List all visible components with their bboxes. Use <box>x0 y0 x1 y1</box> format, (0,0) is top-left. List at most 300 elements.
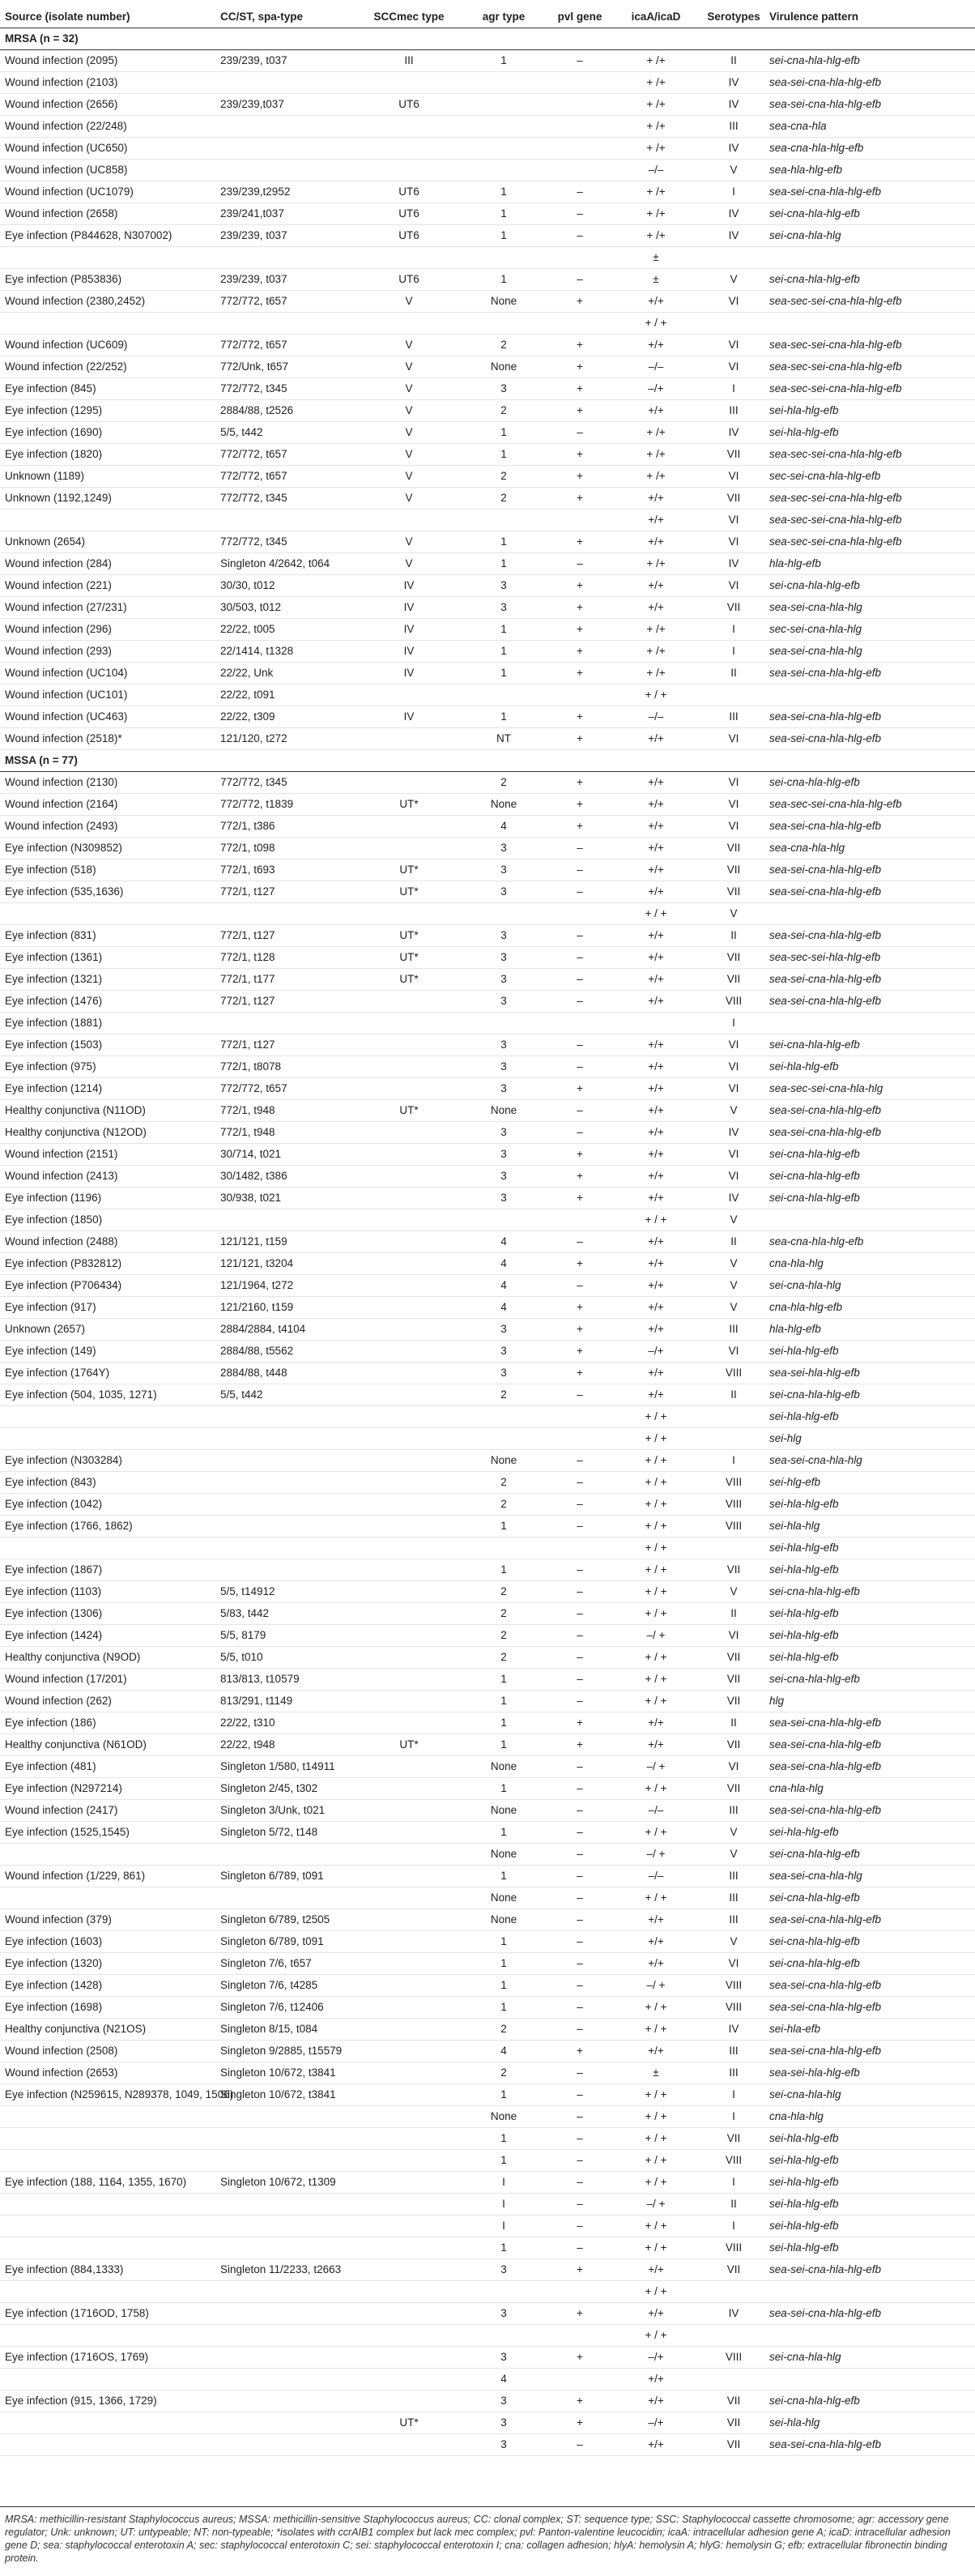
cell-source <box>0 2325 220 2347</box>
cell-ica: + / + <box>614 1428 698 1450</box>
cell-sccmec: UT6 <box>356 94 462 116</box>
cell-sccmec: UT6 <box>356 225 462 247</box>
cell-pvl <box>546 160 614 181</box>
cell-source: Wound infection (262) <box>0 1691 220 1712</box>
cell-cc-st-spa <box>220 2150 356 2172</box>
cell-sccmec <box>356 772 462 794</box>
cell-serotype: VII <box>698 1691 769 1712</box>
cell-pvl: – <box>546 947 614 969</box>
cell-cc-st-spa <box>220 160 356 181</box>
cell-pvl: – <box>546 1231 614 1253</box>
table-row <box>0 160 975 181</box>
cell-serotype: II <box>698 1603 769 1625</box>
cell-ica: +/+ <box>614 1734 698 1756</box>
table-row <box>0 947 975 969</box>
cell-cc-st-spa: 772/772, t1839 <box>220 794 356 816</box>
cell-virulence: hla-hlg-efb <box>769 553 975 575</box>
cell-agr: 3 <box>462 838 546 859</box>
cell-pvl: – <box>546 2434 614 2456</box>
cell-source: Wound infection (2658) <box>0 203 220 225</box>
cell-agr: 1 <box>462 619 546 641</box>
cell-source: Eye infection (N297214) <box>0 1778 220 1800</box>
cell-agr: 3 <box>462 881 546 903</box>
cell-pvl <box>546 94 614 116</box>
cell-agr: None <box>462 291 546 313</box>
cell-ica: +/+ <box>614 1188 698 1209</box>
cell-sccmec: UT6 <box>356 269 462 291</box>
cell-serotype: VII <box>698 1647 769 1669</box>
cell-source: Eye infection (1603) <box>0 1931 220 1953</box>
cell-pvl <box>546 685 614 706</box>
cell-serotype: II <box>698 663 769 685</box>
table-row <box>0 116 975 138</box>
cell-virulence: sei-cna-hla-hlg-efb <box>769 575 975 597</box>
cell-ica: +/+ <box>614 794 698 816</box>
cell-sccmec <box>356 1341 462 1363</box>
cell-virulence: sea-sei-cna-hla-hlg-efb <box>769 1712 975 1734</box>
cell-ica: + / + <box>614 1822 698 1844</box>
cell-agr: I <box>462 2172 546 2194</box>
cell-cc-st-spa: 2884/88, t448 <box>220 1363 356 1384</box>
cell-virulence: sea-sei-cna-hla-hlg-efb <box>769 1800 975 1822</box>
cell-agr: 3 <box>462 925 546 947</box>
cell-virulence <box>769 313 975 335</box>
cell-virulence: sei-cna-hla-hlg-efb <box>769 1931 975 1953</box>
cell-agr: 3 <box>462 1122 546 1144</box>
cell-ica: +/+ <box>614 1034 698 1056</box>
cell-pvl: + <box>546 1363 614 1384</box>
cell-cc-st-spa: 772/1, t948 <box>220 1122 356 1144</box>
cell-sccmec <box>356 1297 462 1319</box>
cell-cc-st-spa: 239/239, t037 <box>220 225 356 247</box>
cell-ica: +/+ <box>614 510 698 531</box>
cell-sccmec: III <box>356 50 462 72</box>
cell-agr: 2 <box>462 1581 546 1603</box>
cell-ica: +/+ <box>614 1253 698 1275</box>
cell-ica: +/+ <box>614 1275 698 1297</box>
cell-cc-st-spa <box>220 2194 356 2216</box>
cell-agr: None <box>462 356 546 378</box>
cell-cc-st-spa: 22/22, t310 <box>220 1712 356 1734</box>
cell-cc-st-spa <box>220 2325 356 2347</box>
cell-virulence: sea-sec-sei-cna-hla-hlg-efb <box>769 444 975 466</box>
cell-cc-st-spa: Singleton 7/6, t12406 <box>220 1997 356 2019</box>
cell-agr: 3 <box>462 1056 546 1078</box>
cell-pvl: – <box>546 1275 614 1297</box>
cell-serotype: VIII <box>698 991 769 1013</box>
cell-ica: +/+ <box>614 531 698 553</box>
cell-sccmec <box>356 1472 462 1494</box>
cell-serotype: VII <box>698 2412 769 2434</box>
table-row <box>0 531 975 553</box>
cell-cc-st-spa: Singleton 10/672, t3841 <box>220 2062 356 2084</box>
cell-virulence: hlg <box>769 1691 975 1712</box>
cell-cc-st-spa: 813/291, t1149 <box>220 1691 356 1712</box>
cell-cc-st-spa <box>220 2303 356 2325</box>
cell-source <box>0 2128 220 2150</box>
cell-pvl: + <box>546 1712 614 1734</box>
cell-serotype: VII <box>698 1734 769 1756</box>
cell-pvl: – <box>546 925 614 947</box>
cell-serotype <box>698 1406 769 1428</box>
table-row <box>0 1056 975 1078</box>
cell-cc-st-spa: 813/813, t10579 <box>220 1669 356 1691</box>
cell-ica: + /+ <box>614 553 698 575</box>
cell-virulence: sea-sec-sei-cna-hla-hlg-efb <box>769 794 975 816</box>
cell-pvl: + <box>546 1078 614 1100</box>
cell-ica: + /+ <box>614 444 698 466</box>
cell-serotype: VII <box>698 597 769 619</box>
cell-source: Eye infection (975) <box>0 1056 220 1078</box>
cell-virulence: sea-sei-cna-hla-hlg-efb <box>769 881 975 903</box>
cell-agr <box>462 685 546 706</box>
cell-source: Eye infection (1196) <box>0 1188 220 1209</box>
cell-ica: + / + <box>614 903 698 925</box>
cell-cc-st-spa: 239/239,t037 <box>220 94 356 116</box>
section-header-row <box>0 28 975 50</box>
cell-pvl: – <box>546 1494 614 1516</box>
cell-pvl: – <box>546 1100 614 1122</box>
cell-pvl: – <box>546 991 614 1013</box>
cell-source <box>0 2412 220 2434</box>
cell-sccmec <box>356 1275 462 1297</box>
cell-source: Eye infection (831) <box>0 925 220 947</box>
cell-sccmec <box>356 2084 462 2106</box>
cell-sccmec <box>356 160 462 181</box>
cell-agr: 2 <box>462 335 546 356</box>
cell-virulence: sea-cna-hla-hlg-efb <box>769 138 975 160</box>
cell-serotype: VII <box>698 488 769 510</box>
cell-ica: –/– <box>614 1800 698 1822</box>
cell-ica: +/+ <box>614 291 698 313</box>
cell-agr: 1 <box>462 2084 546 2106</box>
cell-sccmec <box>356 2281 462 2303</box>
cell-pvl <box>546 138 614 160</box>
cell-agr: None <box>462 1800 546 1822</box>
cell-serotype: II <box>698 1231 769 1253</box>
cell-source: Eye infection (845) <box>0 378 220 400</box>
cell-agr: 1 <box>462 1691 546 1712</box>
cell-agr: 1 <box>462 2237 546 2259</box>
cell-serotype: VI <box>698 1625 769 1647</box>
cell-agr: 1 <box>462 1734 546 1756</box>
table-row <box>0 1122 975 1144</box>
cell-virulence: sei-cna-hla-hlg <box>769 2347 975 2369</box>
table-row <box>0 1866 975 1887</box>
cell-cc-st-spa <box>220 2412 356 2434</box>
cell-serotype: V <box>698 160 769 181</box>
cell-virulence: sei-cna-hla-hlg-efb <box>769 269 975 291</box>
cell-cc-st-spa <box>220 1887 356 1909</box>
cell-cc-st-spa: 121/121, t159 <box>220 1231 356 1253</box>
cell-cc-st-spa: 22/22, t091 <box>220 685 356 706</box>
cell-agr: 3 <box>462 575 546 597</box>
cell-agr <box>462 116 546 138</box>
cell-sccmec <box>356 138 462 160</box>
cell-sccmec <box>356 247 462 269</box>
cell-virulence: sei-hla-hlg-efb <box>769 422 975 444</box>
cell-cc-st-spa <box>220 1428 356 1450</box>
cell-virulence: sei-hla-hlg-efb <box>769 2150 975 2172</box>
cell-serotype: VI <box>698 1756 769 1778</box>
cell-cc-st-spa: 22/22, t309 <box>220 706 356 728</box>
cell-cc-st-spa: 2884/2884, t4104 <box>220 1319 356 1341</box>
cell-virulence: sea-sei-cna-hla-hlg-efb <box>769 859 975 881</box>
cell-agr <box>462 510 546 531</box>
cell-ica: + /+ <box>614 663 698 685</box>
cell-sccmec: V <box>356 466 462 488</box>
cell-cc-st-spa: 30/1482, t386 <box>220 1166 356 1188</box>
cell-sccmec <box>356 2194 462 2216</box>
cell-serotype: I <box>698 1013 769 1034</box>
table-row <box>0 1472 975 1494</box>
cell-virulence <box>769 903 975 925</box>
cell-agr: 3 <box>462 2347 546 2369</box>
cell-pvl: – <box>546 1975 614 1997</box>
cell-serotype: VII <box>698 2259 769 2281</box>
cell-agr: 2 <box>462 1384 546 1406</box>
cell-cc-st-spa: 22/1414, t1328 <box>220 641 356 663</box>
cell-sccmec <box>356 313 462 335</box>
cell-source: Wound infection (27/231) <box>0 597 220 619</box>
cell-agr: 1 <box>462 1931 546 1953</box>
cell-virulence: sea-sei-cna-hla-hlg-efb <box>769 72 975 94</box>
cell-pvl <box>546 72 614 94</box>
cell-agr: 1 <box>462 50 546 72</box>
cell-ica: + / + <box>614 685 698 706</box>
cell-ica: +/+ <box>614 1056 698 1078</box>
cell-sccmec <box>356 1319 462 1341</box>
cell-sccmec <box>356 72 462 94</box>
cell-cc-st-spa: 2884/88, t2526 <box>220 400 356 422</box>
cell-sccmec <box>356 2128 462 2150</box>
cell-source: Eye infection (1424) <box>0 1625 220 1647</box>
cell-pvl: – <box>546 1669 614 1691</box>
table-row <box>0 313 975 335</box>
table-row <box>0 1078 975 1100</box>
cell-sccmec <box>356 1975 462 1997</box>
cell-sccmec: UT* <box>356 969 462 991</box>
header-virulence: Virulence pattern <box>769 6 975 28</box>
cell-virulence: sea-sei-cna-hla-hlg-efb <box>769 1122 975 1144</box>
cell-agr: 3 <box>462 1144 546 1166</box>
cell-virulence <box>769 247 975 269</box>
cell-serotype: VII <box>698 969 769 991</box>
cell-serotype: I <box>698 2216 769 2237</box>
cell-agr: 1 <box>462 1559 546 1581</box>
table-row <box>0 2303 975 2325</box>
cell-sccmec <box>356 1822 462 1844</box>
cell-sccmec: IV <box>356 597 462 619</box>
table-row <box>0 2194 975 2216</box>
cell-ica: + /+ <box>614 619 698 641</box>
cell-source <box>0 1537 220 1559</box>
cell-cc-st-spa: 772/772, t345 <box>220 488 356 510</box>
cell-agr: 3 <box>462 1319 546 1341</box>
table-row <box>0 1734 975 1756</box>
cell-source: Wound infection (22/252) <box>0 356 220 378</box>
cell-sccmec <box>356 2369 462 2390</box>
cell-virulence: sea-sei-cna-hla-hlg <box>769 1450 975 1472</box>
cell-agr: 3 <box>462 1078 546 1100</box>
cell-cc-st-spa <box>220 1013 356 1034</box>
cell-pvl: + <box>546 641 614 663</box>
cell-pvl: – <box>546 1384 614 1406</box>
cell-pvl: – <box>546 1516 614 1537</box>
cell-source: Wound infection (2413) <box>0 1166 220 1188</box>
cell-virulence: sea-sei-cna-hla-hlg <box>769 641 975 663</box>
cell-agr <box>462 1406 546 1428</box>
cell-pvl <box>546 2369 614 2390</box>
cell-ica: + / + <box>614 2128 698 2150</box>
cell-serotype: IV <box>698 94 769 116</box>
cell-cc-st-spa: Singleton 8/15, t084 <box>220 2019 356 2041</box>
cell-ica: +/+ <box>614 1384 698 1406</box>
table-row <box>0 1844 975 1866</box>
cell-ica: + / + <box>614 1581 698 1603</box>
cell-sccmec: UT* <box>356 925 462 947</box>
cell-pvl: – <box>546 1625 614 1647</box>
cell-serotype: VI <box>698 466 769 488</box>
table-row <box>0 1034 975 1056</box>
cell-cc-st-spa: 239/239, t037 <box>220 50 356 72</box>
cell-ica: + / + <box>614 2325 698 2347</box>
cell-cc-st-spa: 772/1, t128 <box>220 947 356 969</box>
cell-agr: None <box>462 1909 546 1931</box>
cell-source: Wound infection (UC1079) <box>0 181 220 203</box>
table-row <box>0 2150 975 2172</box>
cell-ica: + / + <box>614 1778 698 1800</box>
cell-virulence: hla-hlg-efb <box>769 1319 975 1341</box>
cell-agr: 4 <box>462 816 546 838</box>
cell-agr: 1 <box>462 1866 546 1887</box>
cell-ica: + / + <box>614 2281 698 2303</box>
cell-ica: + / + <box>614 1647 698 1669</box>
cell-serotype: IV <box>698 422 769 444</box>
cell-virulence: sei-hla-hlg-efb <box>769 1559 975 1581</box>
table-row <box>0 859 975 881</box>
cell-source: Wound infection (2103) <box>0 72 220 94</box>
cell-ica: +/+ <box>614 1122 698 1144</box>
cell-agr: None <box>462 1756 546 1778</box>
cell-virulence <box>769 2325 975 2347</box>
table-row <box>0 510 975 531</box>
cell-ica: + / + <box>614 1997 698 2019</box>
cell-ica: –/+ <box>614 1341 698 1363</box>
cell-pvl: – <box>546 203 614 225</box>
table-row <box>0 1384 975 1406</box>
cell-pvl: – <box>546 1756 614 1778</box>
cell-ica: + / + <box>614 313 698 335</box>
table-row <box>0 225 975 247</box>
cell-sccmec: UT6 <box>356 181 462 203</box>
cell-virulence: sei-cna-hla-hlg-efb <box>769 2390 975 2412</box>
cell-virulence: sei-hla-hlg-efb <box>769 1341 975 1363</box>
cell-ica: +/+ <box>614 728 698 750</box>
cell-virulence: sei-hla-hlg-efb <box>769 1537 975 1559</box>
cell-ica: + /+ <box>614 94 698 116</box>
cell-virulence: sei-hlg <box>769 1428 975 1450</box>
cell-pvl: – <box>546 181 614 203</box>
cell-cc-st-spa: 772/1, t127 <box>220 925 356 947</box>
cell-virulence: sea-sec-sei-cna-hla-hlg-efb <box>769 531 975 553</box>
cell-ica: ± <box>614 2062 698 2084</box>
cell-serotype: VIII <box>698 1975 769 1997</box>
cell-serotype: VIII <box>698 1997 769 2019</box>
cell-cc-st-spa: 772/772, t657 <box>220 1078 356 1100</box>
cell-agr: 2 <box>462 1472 546 1494</box>
table-row <box>0 2325 975 2347</box>
cell-cc-st-spa: 772/1, t127 <box>220 881 356 903</box>
cell-source: Wound infection (2508) <box>0 2041 220 2062</box>
cell-source <box>0 313 220 335</box>
cell-cc-st-spa: 121/120, t272 <box>220 728 356 750</box>
table-row <box>0 1100 975 1122</box>
cell-pvl: + <box>546 400 614 422</box>
cell-virulence: sei-hla-hlg-efb <box>769 1494 975 1516</box>
table-row <box>0 1319 975 1341</box>
cell-serotype: VII <box>698 881 769 903</box>
cell-virulence <box>769 1209 975 1231</box>
cell-pvl: + <box>546 728 614 750</box>
cell-pvl: – <box>546 1931 614 1953</box>
cell-cc-st-spa <box>220 116 356 138</box>
table-row <box>0 2062 975 2084</box>
cell-ica: –/ + <box>614 1844 698 1866</box>
header-serotypes: Serotypes <box>698 6 769 28</box>
cell-source: Eye infection (N259615, N289378, 1049, 1506) <box>0 2084 220 2106</box>
cell-pvl: + <box>546 1166 614 1188</box>
cell-serotype: VI <box>698 575 769 597</box>
table-row <box>0 772 975 794</box>
cell-virulence: sea-sec-sei-cna-hla-hlg-efb <box>769 488 975 510</box>
table-row <box>0 1450 975 1472</box>
cell-agr <box>462 1209 546 1231</box>
cell-serotype: III <box>698 1319 769 1341</box>
cell-ica: +/+ <box>614 597 698 619</box>
cell-serotype <box>698 1428 769 1450</box>
cell-pvl: – <box>546 859 614 881</box>
cell-sccmec <box>356 1494 462 1516</box>
cell-source: Wound infection (17/201) <box>0 1669 220 1691</box>
cell-source: Eye infection (P706434) <box>0 1275 220 1297</box>
table-row <box>0 269 975 291</box>
cell-ica: + / + <box>614 1669 698 1691</box>
cell-virulence: sei-hla-hlg-efb <box>769 1822 975 1844</box>
cell-ica: +/+ <box>614 991 698 1013</box>
table-row <box>0 2172 975 2194</box>
cell-source: Eye infection (N303284) <box>0 1450 220 1472</box>
cell-sccmec <box>356 2041 462 2062</box>
table-footnote: MRSA: methicillin-resistant Staphylococcus aureus; MSSA: methicillin-sensitive Staphylococcus aureus; CC: clonal complex; ST: sequence type; SSC: Staphylococcal cassette chromosome; agr: accessory gene regulator; Unk: unknown; UT: untypeable; NT: non-typeable; *isolates with ccrAIB1 complex but lack mec complex; pvl: Panton-valentine leucocidin; icaA: intracellular adhesion gene A; icaD: intracellular adhesion gene D; sea: staphylococcal enterotoxin A; sec: staphylococcal enterotoxin C; sei: staphylococcal enterotoxin I; cna: collagen adhesion; hlyA: hemolysin A; hlyG: hemolysin G; efb: extracellular fibronectin binding protein. <box>5 2514 951 2564</box>
cell-ica: +/+ <box>614 925 698 947</box>
cell-serotype: III <box>698 400 769 422</box>
cell-virulence: sei-cna-hla-hlg-efb <box>769 772 975 794</box>
cell-serotype <box>698 2369 769 2390</box>
cell-serotype: VI <box>698 1034 769 1056</box>
cell-virulence: sei-hla-hlg-efb <box>769 1647 975 1669</box>
table-row <box>0 356 975 378</box>
cell-virulence: sea-sei-cna-hla-hlg-efb <box>769 816 975 838</box>
header-pvl: pvl gene <box>546 6 614 28</box>
cell-serotype: V <box>698 1100 769 1122</box>
table-row <box>0 203 975 225</box>
table-row <box>0 1647 975 1669</box>
cell-cc-st-spa: 239/239,t2952 <box>220 181 356 203</box>
cell-serotype: VI <box>698 335 769 356</box>
cell-ica: +/+ <box>614 400 698 422</box>
cell-source: Wound infection (2130) <box>0 772 220 794</box>
